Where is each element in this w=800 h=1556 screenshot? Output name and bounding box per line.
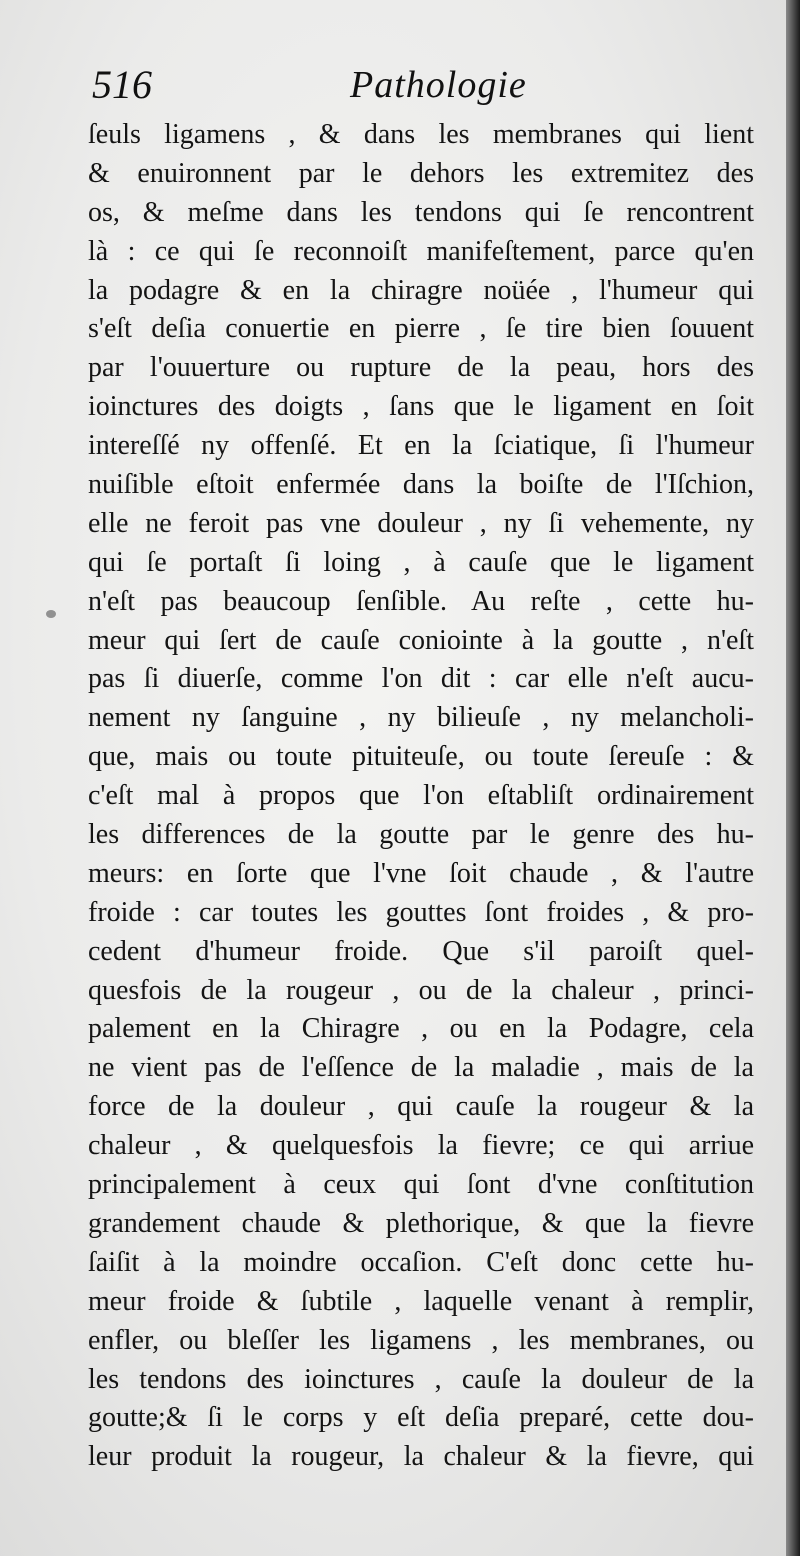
binding-shadow: [786, 0, 800, 1556]
text-line: principalement à ceux qui ſont d'vne conſtitution: [88, 1169, 754, 1201]
running-head: Pathologie: [350, 64, 527, 106]
text-line: par l'ouuerture ou rupture de la peau, hors des: [88, 352, 754, 384]
text-line: nuiſible eſtoit enfermée dans la boiſte de l'Iſchion,: [88, 469, 754, 501]
text-line: qui ſe portaſt ſi loing , à cauſe que le ligament: [88, 546, 754, 578]
text-line: que, mais ou toute pituiteuſe, ou toute ſereuſe : &: [88, 741, 754, 773]
text-line: meurs: en ſorte que l'vne ſoit chaude , & l'autre: [88, 857, 754, 889]
text-line: froide : car toutes les gouttes ſont froides , & pro-: [88, 896, 754, 928]
text-line: ne vient pas de l'eſſence de la maladie , mais de la: [88, 1052, 754, 1084]
text-line: enfler, ou bleſſer les ligamens , les membranes, ou: [88, 1324, 754, 1356]
text-line: palement en la Chiragre , ou en la Podagre, cela: [88, 1013, 754, 1045]
text-line: elle ne feroit pas vne douleur , ny ſi vehemente, ny: [88, 507, 754, 539]
text-line: intereſſé ny offenſé. Et en la ſciatique, ſi l'humeur: [88, 430, 754, 462]
text-line: ſaiſit à la moindre occaſion. C'eſt donc cette hu-: [88, 1246, 754, 1278]
text-line: & enuironnent par le dehors les extremitez des: [88, 157, 754, 189]
text-line: cedent d'humeur froide. Que s'il paroiſt quel-: [88, 935, 754, 967]
ink-speck: [46, 610, 56, 618]
text-line: les tendons des ioinctures , cauſe la douleur de la: [88, 1363, 754, 1395]
text-line: ioinctures des doigts , ſans que le ligament en ſoit: [88, 391, 754, 423]
text-line: les differences de la goutte par le genre des hu-: [88, 819, 754, 851]
text-line: meur froide & ſubtile , laquelle venant à remplir,: [88, 1285, 754, 1317]
text-line: quesfois de la rougeur , ou de la chaleur , princi-: [88, 974, 754, 1006]
text-line: ſeuls ligamens , & dans les membranes qui lient: [88, 119, 754, 150]
text-line: pas ſi diuerſe, comme l'on dit : car elle n'eſt aucu-: [88, 663, 754, 695]
body-text: [88, 116, 754, 1477]
text-line: s'eſt deſia conuertie en pierre , ſe tire bien ſouuent: [88, 313, 754, 345]
page-number: 516: [92, 62, 152, 107]
text-line: os, & meſme dans les tendons qui ſe rencontrent: [88, 196, 754, 228]
text-line: meur qui ſert de cauſe coniointe à la goutte , n'eſt: [88, 624, 754, 656]
text-line: c'eſt mal à propos que l'on eſtabliſt ordinairement: [88, 780, 754, 812]
text-line: n'eſt pas beaucoup ſenſible. Au reſte , cette hu-: [88, 585, 754, 617]
page-header: [92, 60, 752, 110]
text-line: la podagre & en la chiragre noüée , l'humeur qui: [88, 274, 754, 306]
text-line: chaleur , & quelquesfois la fievre; ce qui arriue: [88, 1130, 754, 1162]
text-line: là : ce qui ſe reconnoiſt manifeſtement, parce qu'en: [88, 235, 754, 267]
text-line: leur produit la rougeur, la chaleur & la fievre, qui: [88, 1441, 754, 1473]
text-line: grandement chaude & plethorique, & que la fievre: [88, 1207, 754, 1239]
text-line: force de la douleur , qui cauſe la rougeur & la: [88, 1091, 754, 1123]
text-line: goutte;& ſi le corps y eſt deſia preparé, cette dou-: [88, 1402, 754, 1434]
text-line: nement ny ſanguine , ny bilieuſe , ny melancholi-: [88, 702, 754, 734]
